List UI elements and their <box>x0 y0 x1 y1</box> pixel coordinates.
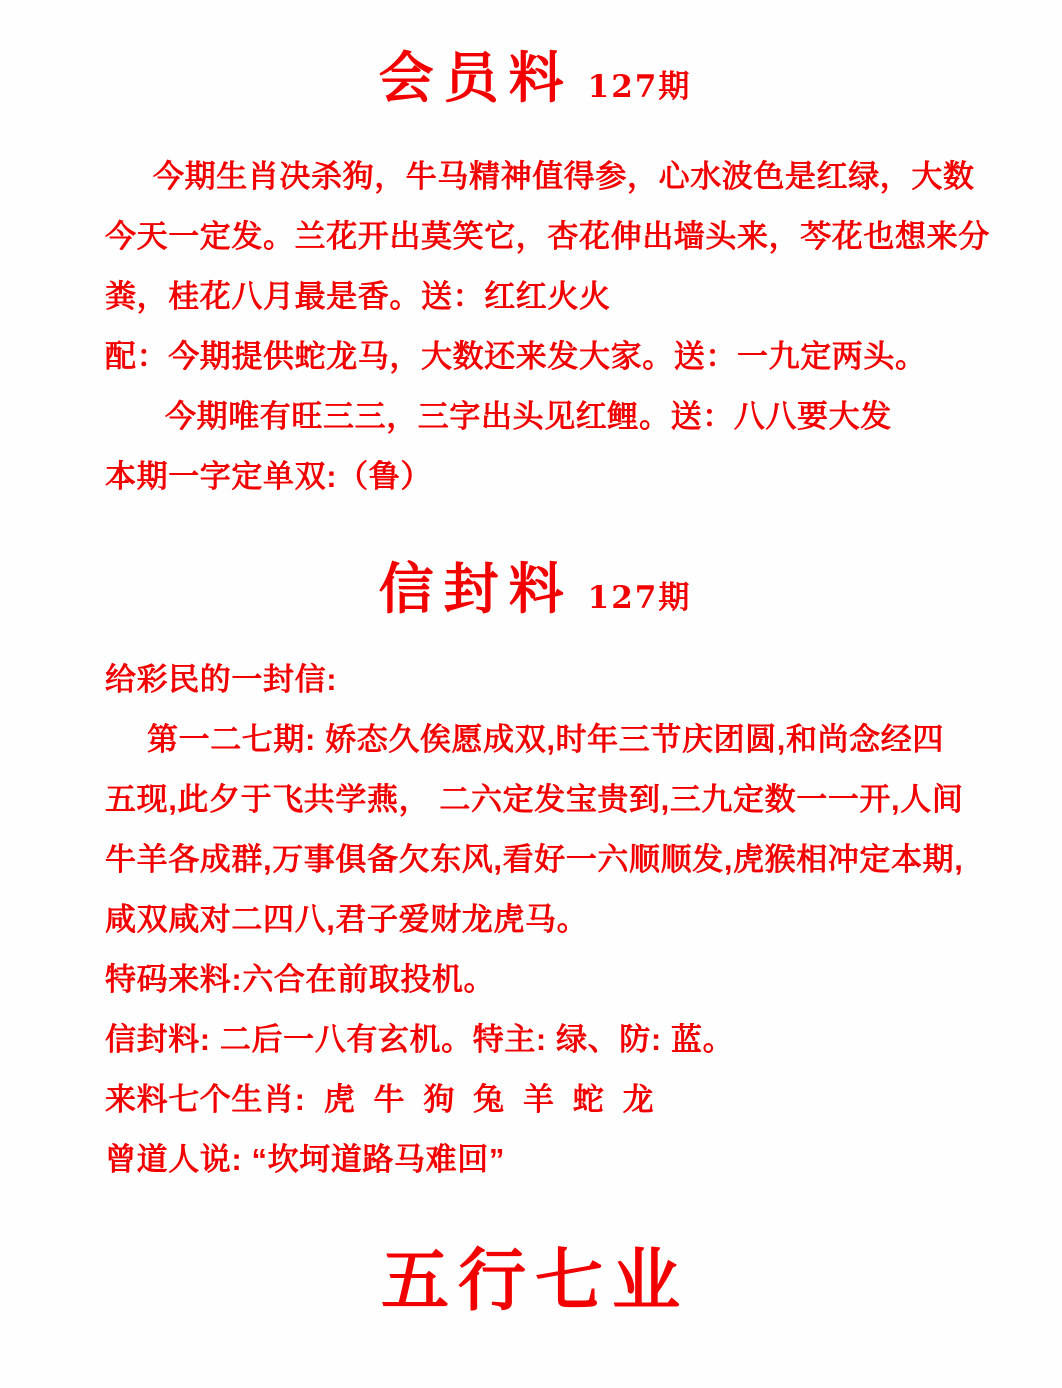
member-line-2: 今天一定发。兰花开出莫笑它，杏花伸出墙头来，芩花也想来分 <box>105 219 990 254</box>
member-line-6: 本期一字定单双:（鲁） <box>105 459 432 494</box>
special-code-line: 特码来料:六合在前取投机。 <box>105 962 496 997</box>
letter-heading: 给彩民的一封信: <box>105 662 338 697</box>
member-line-3: 粪，桂花八月最是香。送：红红火火 <box>105 279 611 314</box>
letter-line-4: 咸双咸对二四八,君子爱财龙虎马。 <box>105 902 589 937</box>
envelope-section-title <box>105 549 965 644</box>
member-line-5: 今期唯有旺三三，三字出头见红鲤。送：八八要大发 <box>165 399 892 434</box>
letter-line-3: 牛羊各成群,万事俱备欠东风,看好一六顺顺发,虎猴相冲定本期, <box>105 842 964 877</box>
envelope-title: 信封料 <box>378 558 574 620</box>
member-line-4: 配：今期提供蛇龙马，大数还来发大家。送：一九定两头。 <box>105 339 927 374</box>
letter-line-2: 五现,此夕于飞共学燕， 二六定发宝贵到,三九定数一一开,人间 <box>105 782 964 817</box>
zodiac-line: 来料七个生肖: 虎 牛 狗 兔 羊 蛇 龙 <box>105 1082 655 1117</box>
envelope-material-line: 信封料: 二后一八有玄机。特主: 绿、防: 蓝。 <box>105 1022 735 1057</box>
member-section-title <box>105 38 965 133</box>
member-issue-number: 127期 <box>587 69 692 105</box>
footer-banner: 五行七业 <box>380 1243 689 1319</box>
letter-line-1: 第一二七期: 娇态久俟愿成双,时年三节庆团圆,和尚念经四 <box>147 722 944 757</box>
member-line-1: 今期生肖决杀狗，牛马精神值得参，心水波色是红绿，大数 <box>153 159 975 194</box>
zengdaoren-line: 曾道人说: “坎坷道路马难回” <box>105 1142 505 1177</box>
member-title: 会员料 <box>378 47 574 109</box>
envelope-issue-number: 127期 <box>587 580 692 616</box>
